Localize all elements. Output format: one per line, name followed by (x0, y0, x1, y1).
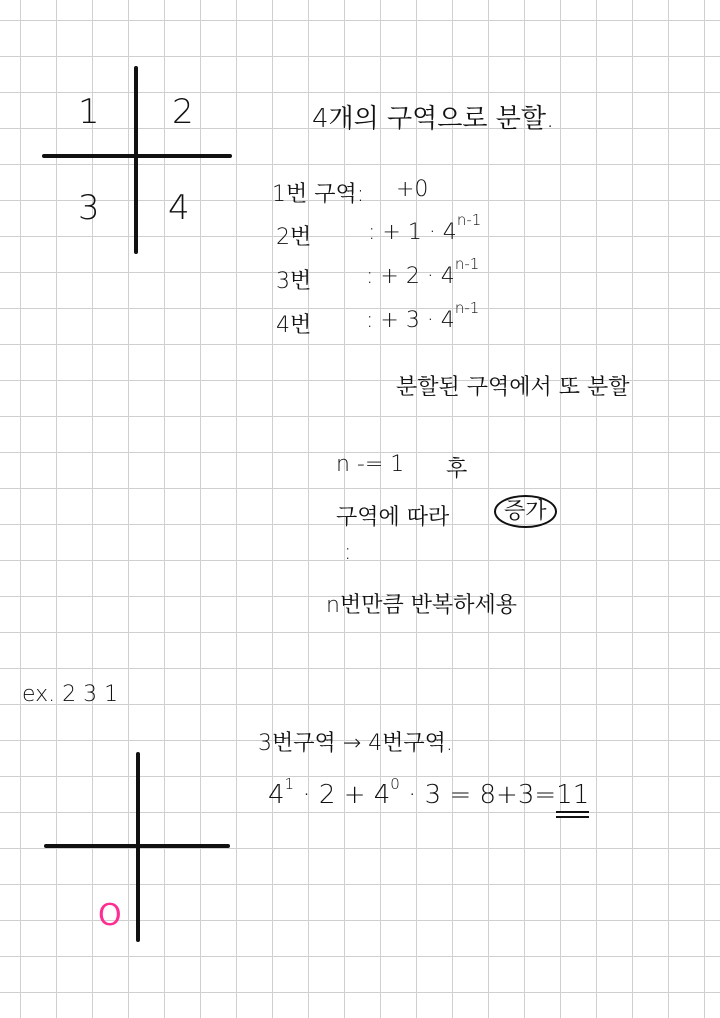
step-repeat: n번만큼 반복하세용 (326, 593, 517, 618)
quadrant-4: 4 (168, 188, 190, 228)
heading-text: 4개의 구역으로 분할. (312, 104, 555, 134)
exponent: n-1 (454, 299, 480, 317)
step-increase (494, 494, 557, 525)
rule-label: 3번 (276, 269, 312, 294)
quadrant-3: 3 (78, 188, 100, 228)
step-by-area: 구역에 따라 (336, 505, 450, 530)
rule-label: 2번 (276, 225, 312, 250)
step-decrement: n -= 1 (336, 452, 405, 477)
cross-vertical-line (134, 66, 138, 254)
example-equation: $4^1 \cdot 2 + 4^0 \cdot 3 = 8+3=11$ (268, 780, 589, 810)
position-marker: O (98, 898, 122, 933)
exponent: 1 (284, 775, 295, 793)
rule-expr: : + $1 \cdot 4^{n-1}$ (368, 211, 482, 245)
quadrant-2: 2 (172, 92, 194, 132)
quadrant-1: 1 (78, 92, 100, 132)
result-underlined: 11 (556, 780, 589, 813)
rule-expr: : + $3 \cdot 4^{n-1}$ (366, 299, 480, 333)
step-after: 후 (446, 457, 468, 482)
example-label: ex. 2 3 1 (22, 682, 119, 707)
cross-horizontal-line (42, 154, 232, 158)
circled-word: 증가 (494, 495, 557, 528)
rule-expr: +0 (396, 177, 429, 202)
subheading-text: 분할된 구역에서 또 분할 (396, 375, 630, 400)
example-transition: 3번구역 → 4번구역. (258, 731, 453, 756)
exponent: n-1 (454, 255, 480, 273)
step-dots: : (344, 540, 352, 565)
rule-label: 4번 (276, 313, 312, 338)
rule-label: 1번 구역: (272, 182, 365, 207)
rule-expr: : + $2 \cdot 4^{n-1}$ (366, 255, 480, 289)
exponent: n-1 (456, 211, 482, 229)
example-cross-horizontal-line (44, 844, 230, 848)
exponent: 0 (390, 775, 400, 793)
